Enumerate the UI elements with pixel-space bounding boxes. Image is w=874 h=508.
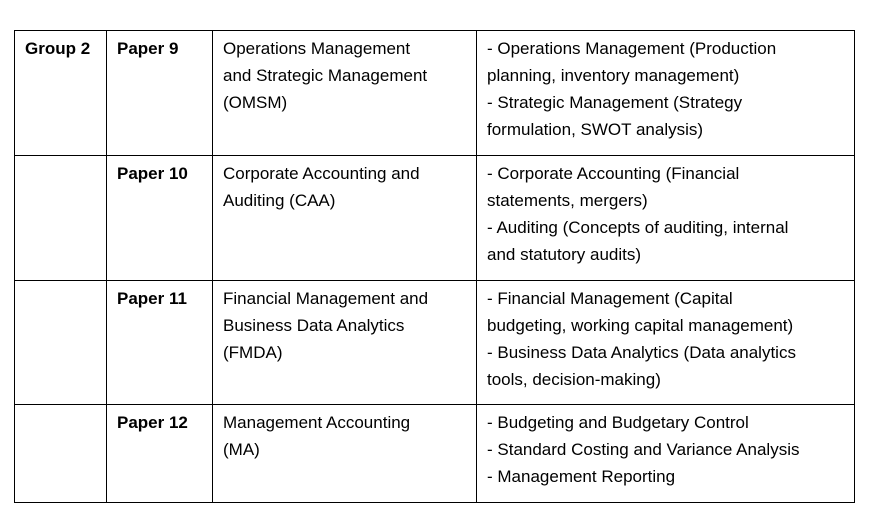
paper-topics [477, 281, 855, 405]
paper-title-line: and Strategic Management [223, 66, 428, 85]
topic-line: planning, inventory management) [487, 66, 740, 85]
paper-title-line: (OMSM) [223, 93, 288, 112]
table-row [15, 281, 855, 405]
table-row [15, 156, 855, 281]
paper-title [213, 405, 477, 503]
topic-line: - Management Reporting [487, 467, 676, 486]
paper-number: Paper 12 [107, 405, 213, 503]
paper-title-line: Corporate Accounting and [223, 164, 420, 183]
topic-line: - Strategic Management (Strategy [487, 93, 743, 112]
paper-number: Paper 10 [107, 156, 213, 281]
paper-title-line: (MA) [223, 440, 260, 459]
topic-line: - Business Data Analytics (Data analytics [487, 343, 796, 362]
paper-title-line: Business Data Analytics [223, 316, 405, 335]
group-cell-empty [15, 405, 107, 503]
paper-topics [477, 156, 855, 281]
topic-line: - Standard Costing and Variance Analysis [487, 440, 800, 459]
table-row [15, 31, 855, 156]
group-cell: Group 2 [15, 31, 107, 156]
topic-line: - Financial Management (Capital [487, 289, 733, 308]
paper-number: Paper 9 [107, 31, 213, 156]
paper-topics [477, 31, 855, 156]
syllabus-table [14, 30, 855, 503]
paper-title [213, 156, 477, 281]
paper-title-line: (FMDA) [223, 343, 283, 362]
table-row [15, 405, 855, 503]
paper-title-line: Operations Management [223, 39, 411, 58]
topic-line: statements, mergers) [487, 191, 648, 210]
paper-number: Paper 11 [107, 281, 213, 405]
paper-title-line: Auditing (CAA) [223, 191, 336, 210]
topic-line: - Budgeting and Budgetary Control [487, 413, 749, 432]
topic-line: formulation, SWOT analysis) [487, 120, 704, 139]
paper-title-line: Financial Management and [223, 289, 429, 308]
topic-line: - Corporate Accounting (Financial [487, 164, 740, 183]
paper-title-line: Management Accounting [223, 413, 411, 432]
topic-line: tools, decision-making) [487, 370, 661, 389]
group-cell-empty [15, 156, 107, 281]
topic-line: and statutory audits) [487, 245, 642, 264]
paper-topics [477, 405, 855, 503]
topic-line: - Operations Management (Production [487, 39, 777, 58]
paper-title [213, 31, 477, 156]
paper-title [213, 281, 477, 405]
topic-line: - Auditing (Concepts of auditing, internal [487, 218, 789, 237]
topic-line: budgeting, working capital management) [487, 316, 794, 335]
group-cell-empty [15, 281, 107, 405]
